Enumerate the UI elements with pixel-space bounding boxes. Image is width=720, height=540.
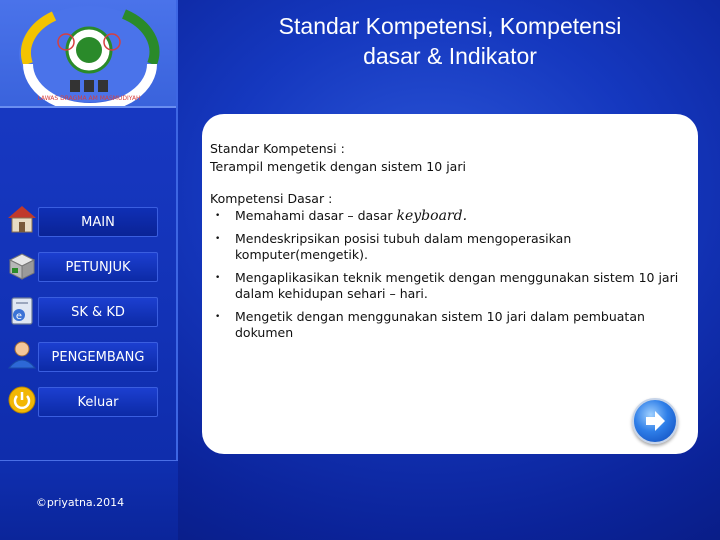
nav-sk-kd-button[interactable] (38, 297, 158, 327)
list-bullet: • (215, 273, 221, 283)
svg-text:e: e (15, 311, 23, 322)
nav-keluar-button[interactable] (38, 387, 158, 417)
page-title-line-1: Standar Kompetensi, Kompetensi (278, 13, 622, 39)
kd-section (210, 190, 690, 341)
arrow-right-icon (641, 407, 669, 435)
box-icon[interactable] (6, 250, 38, 282)
sk-heading: Standar Kompetensi : (210, 141, 345, 156)
nav-pengembang-button[interactable] (38, 342, 158, 372)
content-panel (202, 114, 698, 454)
kd-heading: Kompetensi Dasar : (210, 191, 333, 206)
next-button[interactable] (632, 398, 678, 444)
page-title (180, 6, 720, 76)
nav-keluar-label: Keluar (77, 394, 119, 410)
sk-text: Terampil mengetik dengan sistem 10 jari (210, 159, 466, 174)
power-icon[interactable] (6, 384, 38, 416)
kd1-text: Memahami dasar – dasar (235, 208, 397, 223)
sk-section (210, 140, 690, 176)
page-title-line-2: dasar & Indikator (363, 43, 537, 69)
kd3-text: Mengaplikasikan teknik mengetik dengan menggunakan sistem 10 jari dalam kehidupan sehari – hari. (235, 270, 679, 301)
document-icon[interactable] (6, 295, 38, 327)
nav-pengembang-label: PENGEMBANG (51, 349, 145, 365)
list-bullet: • (215, 234, 221, 244)
list-item (210, 270, 690, 302)
logo-emblem-icon (14, 2, 164, 106)
logo-ring-text: LAWAS DRAGMA AM MASMUDIYAH (37, 95, 141, 102)
kd1-keyword: keyboard. (396, 208, 468, 224)
list-item (210, 309, 690, 341)
user-icon[interactable] (6, 338, 38, 370)
nav-petunjuk-button[interactable] (38, 252, 158, 282)
list-item (210, 231, 690, 263)
home-icon[interactable] (6, 203, 38, 235)
nav-petunjuk-label: PETUNJUK (65, 259, 131, 275)
kd-list (210, 208, 690, 341)
content-text (210, 140, 690, 348)
school-logo (0, 0, 176, 108)
list-item (210, 208, 690, 224)
copyright-text: ©priyatna.2014 (35, 496, 125, 509)
nav-main-button[interactable] (38, 207, 158, 237)
nav-sk-kd-label: SK & KD (71, 304, 125, 320)
kd4-text: Mengetik dengan menggunakan sistem 10 jari dalam pembuatan dokumen (235, 309, 645, 340)
kd2-text: Mendeskripsikan posisi tubuh dalam mengoperasikan komputer(mengetik). (235, 231, 572, 262)
nav-main-label: MAIN (81, 214, 115, 230)
list-bullet: • (215, 312, 221, 322)
list-bullet: • (215, 211, 221, 221)
